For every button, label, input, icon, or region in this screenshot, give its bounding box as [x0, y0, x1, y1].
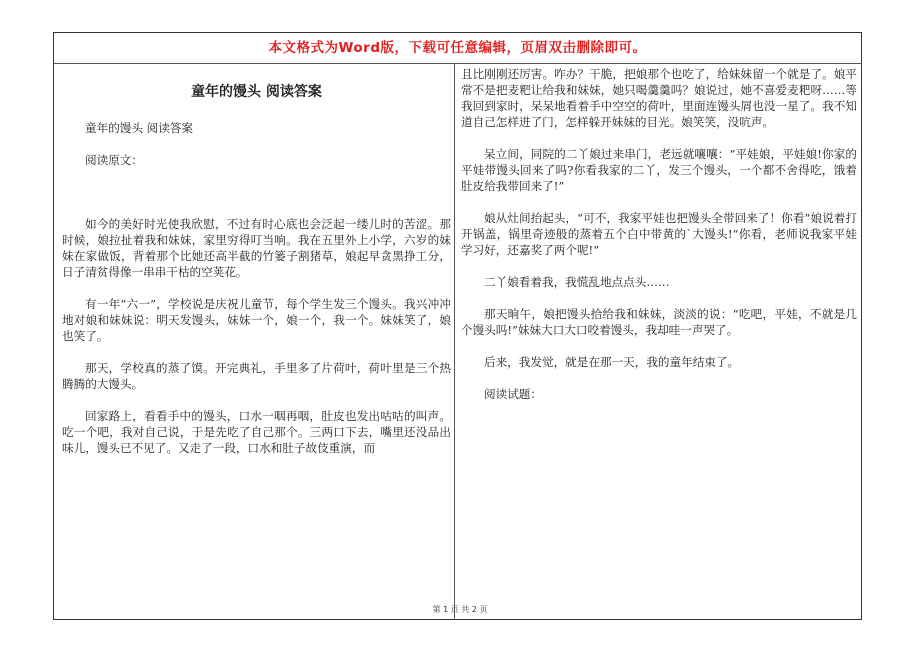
- paragraph: 二丫娘看着我，我慌乱地点点头……: [484, 275, 670, 289]
- header-notice: 本文格式为Word版，下载可任意编辑，页眉双击删除即可。: [268, 40, 647, 56]
- paragraph: 如今的美好时光使我欣慰，不过有时心底也会泛起一缕儿时的苦涩。那时候，娘拉扯着我和妹妹，家里穷得叮当响。我在五里外上小学，六岁的妹妹在家做饭，背着那个比她还高半截的竹篓子割猪草，娘起早贪黑挣工分，日子清贫得像一串串干枯的空荚花。: [62, 217, 451, 279]
- paragraph: 呆立间，同院的二丫娘过来串门，老远就嚷嚷：“平娃娘，平娃娘!你家的平娃带馒头回来了吗?你看我家的二丫，发三个馒头，一个都不舍得吃，饿着肚皮给我带回来了!”: [461, 147, 857, 193]
- reading-label: 阅读原文：: [85, 153, 143, 167]
- column-divider: [454, 64, 455, 620]
- paragraph: 那天，学校真的蒸了馍。开完典礼，手里多了片荷叶，荷叶里是三个热腾腾的大馒头。: [62, 361, 451, 391]
- right-column: [461, 66, 857, 402]
- header-rule: [53, 63, 862, 64]
- questions-label: 阅读试题：: [484, 387, 542, 401]
- left-column: [62, 74, 451, 456]
- paragraph: 娘从灶间抬起头，“可不，我家平娃也把馒头全带回来了！你看”娘说着打开锅盖，锅里奇迹般的蒸着五个白中带黄的`大馒头!“你看，老师说我家平娃学习好，还嘉奖了两个呢!”: [461, 211, 857, 257]
- paragraph: 有一年“六一”，学校说是庆祝儿童节，每个学生发三个馒头。我兴冲冲地对娘和妹妹说：明天发馒头，妹妹一个，娘一个，我一个。妹妹笑了，娘也笑了。: [62, 297, 451, 343]
- paragraph: 回家路上，看看手中的馒头，口水一咽再咽，肚皮也发出咕咕的叫声。吃一个吧，我对自己说，于是先吃了自己那个。三两口下去，嘴里还没品出味儿，馒头已不见了。又走了一段，口水和肚子故伎重演，而: [62, 409, 451, 455]
- paragraph: 那天晌午，娘把馒头拾给我和妹妹，淡淡的说：“吃吧，平娃，不就是几个馒头吗!”妹妹大口大口咬着馒头，我却哇一声哭了。: [461, 307, 857, 337]
- page-number-footer: 第 1 页 共 2 页: [432, 605, 488, 614]
- paragraph: 后来，我发觉，就是在那一天，我的童年结束了。: [484, 355, 740, 369]
- subtitle-line: 童年的馒头 阅读答案: [85, 121, 194, 135]
- paragraph: 且比刚刚还厉害。咋办？干脆，把娘那个也吃了，给妹妹留一个就是了。娘平常不是把麦粑让给我和妹妹，她只喝羹羹吗？娘说过，她不喜爱麦粑呀……等我回到家时，呆呆地看着手中空空的荷叶，里面连馒头屑也没一星了。我不知道自己怎样进了门，怎样躲开妹妹的目光。娘笑笑，没吭声。: [461, 67, 857, 129]
- document-title: 童年的馒头 阅读答案: [191, 84, 322, 100]
